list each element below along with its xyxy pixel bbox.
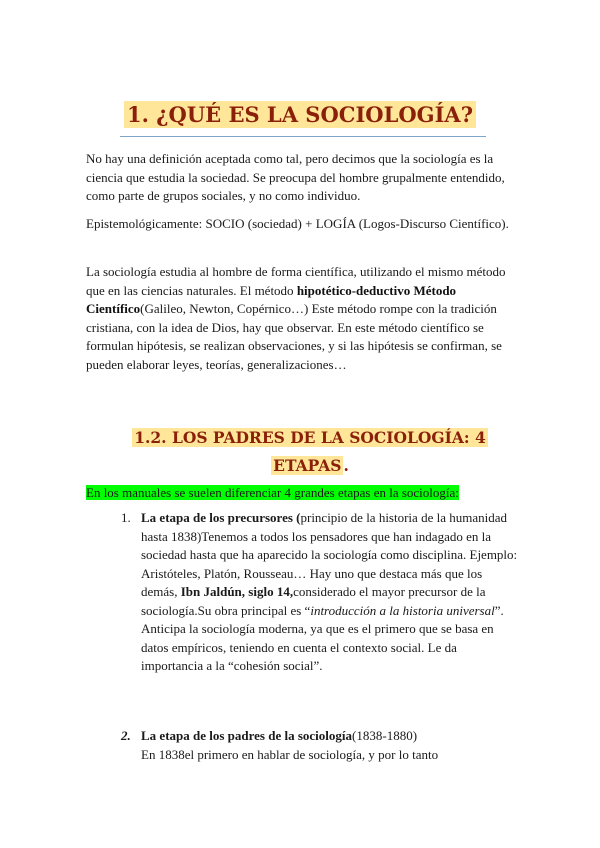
highlighted-intro-text: En los manuales se suelen diferenciar 4 grandes etapas en la sociología: — [86, 485, 459, 500]
list-item-1-text-c: ”. Anticipa la sociología moderna, ya que es el primero que se basa en datos empíricos, teniendo en cuenta el contexto social. Le da importancia a la “cohesión social”. — [141, 602, 504, 673]
obra-italic: introducción a la historia universal — [310, 602, 495, 618]
heading-2-dot: . — [343, 456, 349, 475]
list-number-1: 1. — [121, 510, 131, 525]
heading-underline — [120, 136, 486, 137]
paragraph-epistemologia: Epistemológicamente: SOCIO (sociedad) + LOGÍA (Logos-Discurso Científico). — [86, 216, 509, 231]
paragraph-definicion: No hay una definición aceptada como tal, pero decimos que la sociología es la ciencia que estudia la sociedad. Se preocupa del hombre grupalmente entendido, como parte de grupos sociales, y no como individuo. — [86, 151, 505, 203]
list-number-2: 2. — [121, 728, 131, 743]
list-item-precursores — [141, 509, 521, 676]
paragraph-metodo-part2: (Galileo, Newton, Copérnico…) Este método rompe con la tradición cristiana, con la idea de Dios, hay que observar. En este método científico se formulan hipótesis, se realizan observaciones, y si las hipótesis se confirman, se pueden elaborar leyes, teorías, generalizaciones… — [86, 301, 502, 372]
ibn-jaldun-bold: Ibn Jaldún, siglo 14, — [180, 584, 294, 599]
list-item-2-dates: (1838-1880) — [352, 728, 418, 743]
heading-2-line2: ETAPAS — [273, 456, 342, 475]
list-item-1-text-a: principio de la historia de la humanidad hasta 1838)Tenemos a todos los pensadores que han indagado en la sociedad hasta que ha aparecido la sociología como disciplina. Ejemplo: Aristóteles, Platón, Rousseau… Hay uno que destaca más que los demás, — [141, 510, 518, 599]
list-item-1-title: La etapa de los precursores ( — [141, 510, 301, 525]
paragraph-metodo — [86, 263, 518, 374]
list-item-2-text: En 1838el primero en hablar de sociología, y por lo tanto — [141, 746, 439, 762]
list-item-1-text-b: considerado el mayor precursor de la sociología.Su obra principal es “ — [141, 584, 486, 618]
metodo-bold: hipotético-deductivo Método Científico — [86, 282, 457, 316]
heading-que-es-sociologia — [0, 102, 600, 127]
heading-2-line1: 1.2. LOS PADRES DE LA SOCIOLOGÍA: 4 — [134, 428, 486, 447]
highlighted-intro — [86, 484, 459, 501]
list-item-2-title: La etapa de los padres de la sociología — [141, 728, 353, 743]
paragraph-metodo-part1: La sociología estudia al hombre de forma científica, utilizando el mismo método que en las ciencias naturales. El método — [86, 264, 506, 298]
heading-1-text: 1. ¿QUÉ ES LA SOCIOLOGÍA? — [124, 101, 476, 128]
heading-padres-sociologia — [120, 424, 500, 480]
list-item-padres — [141, 727, 521, 764]
